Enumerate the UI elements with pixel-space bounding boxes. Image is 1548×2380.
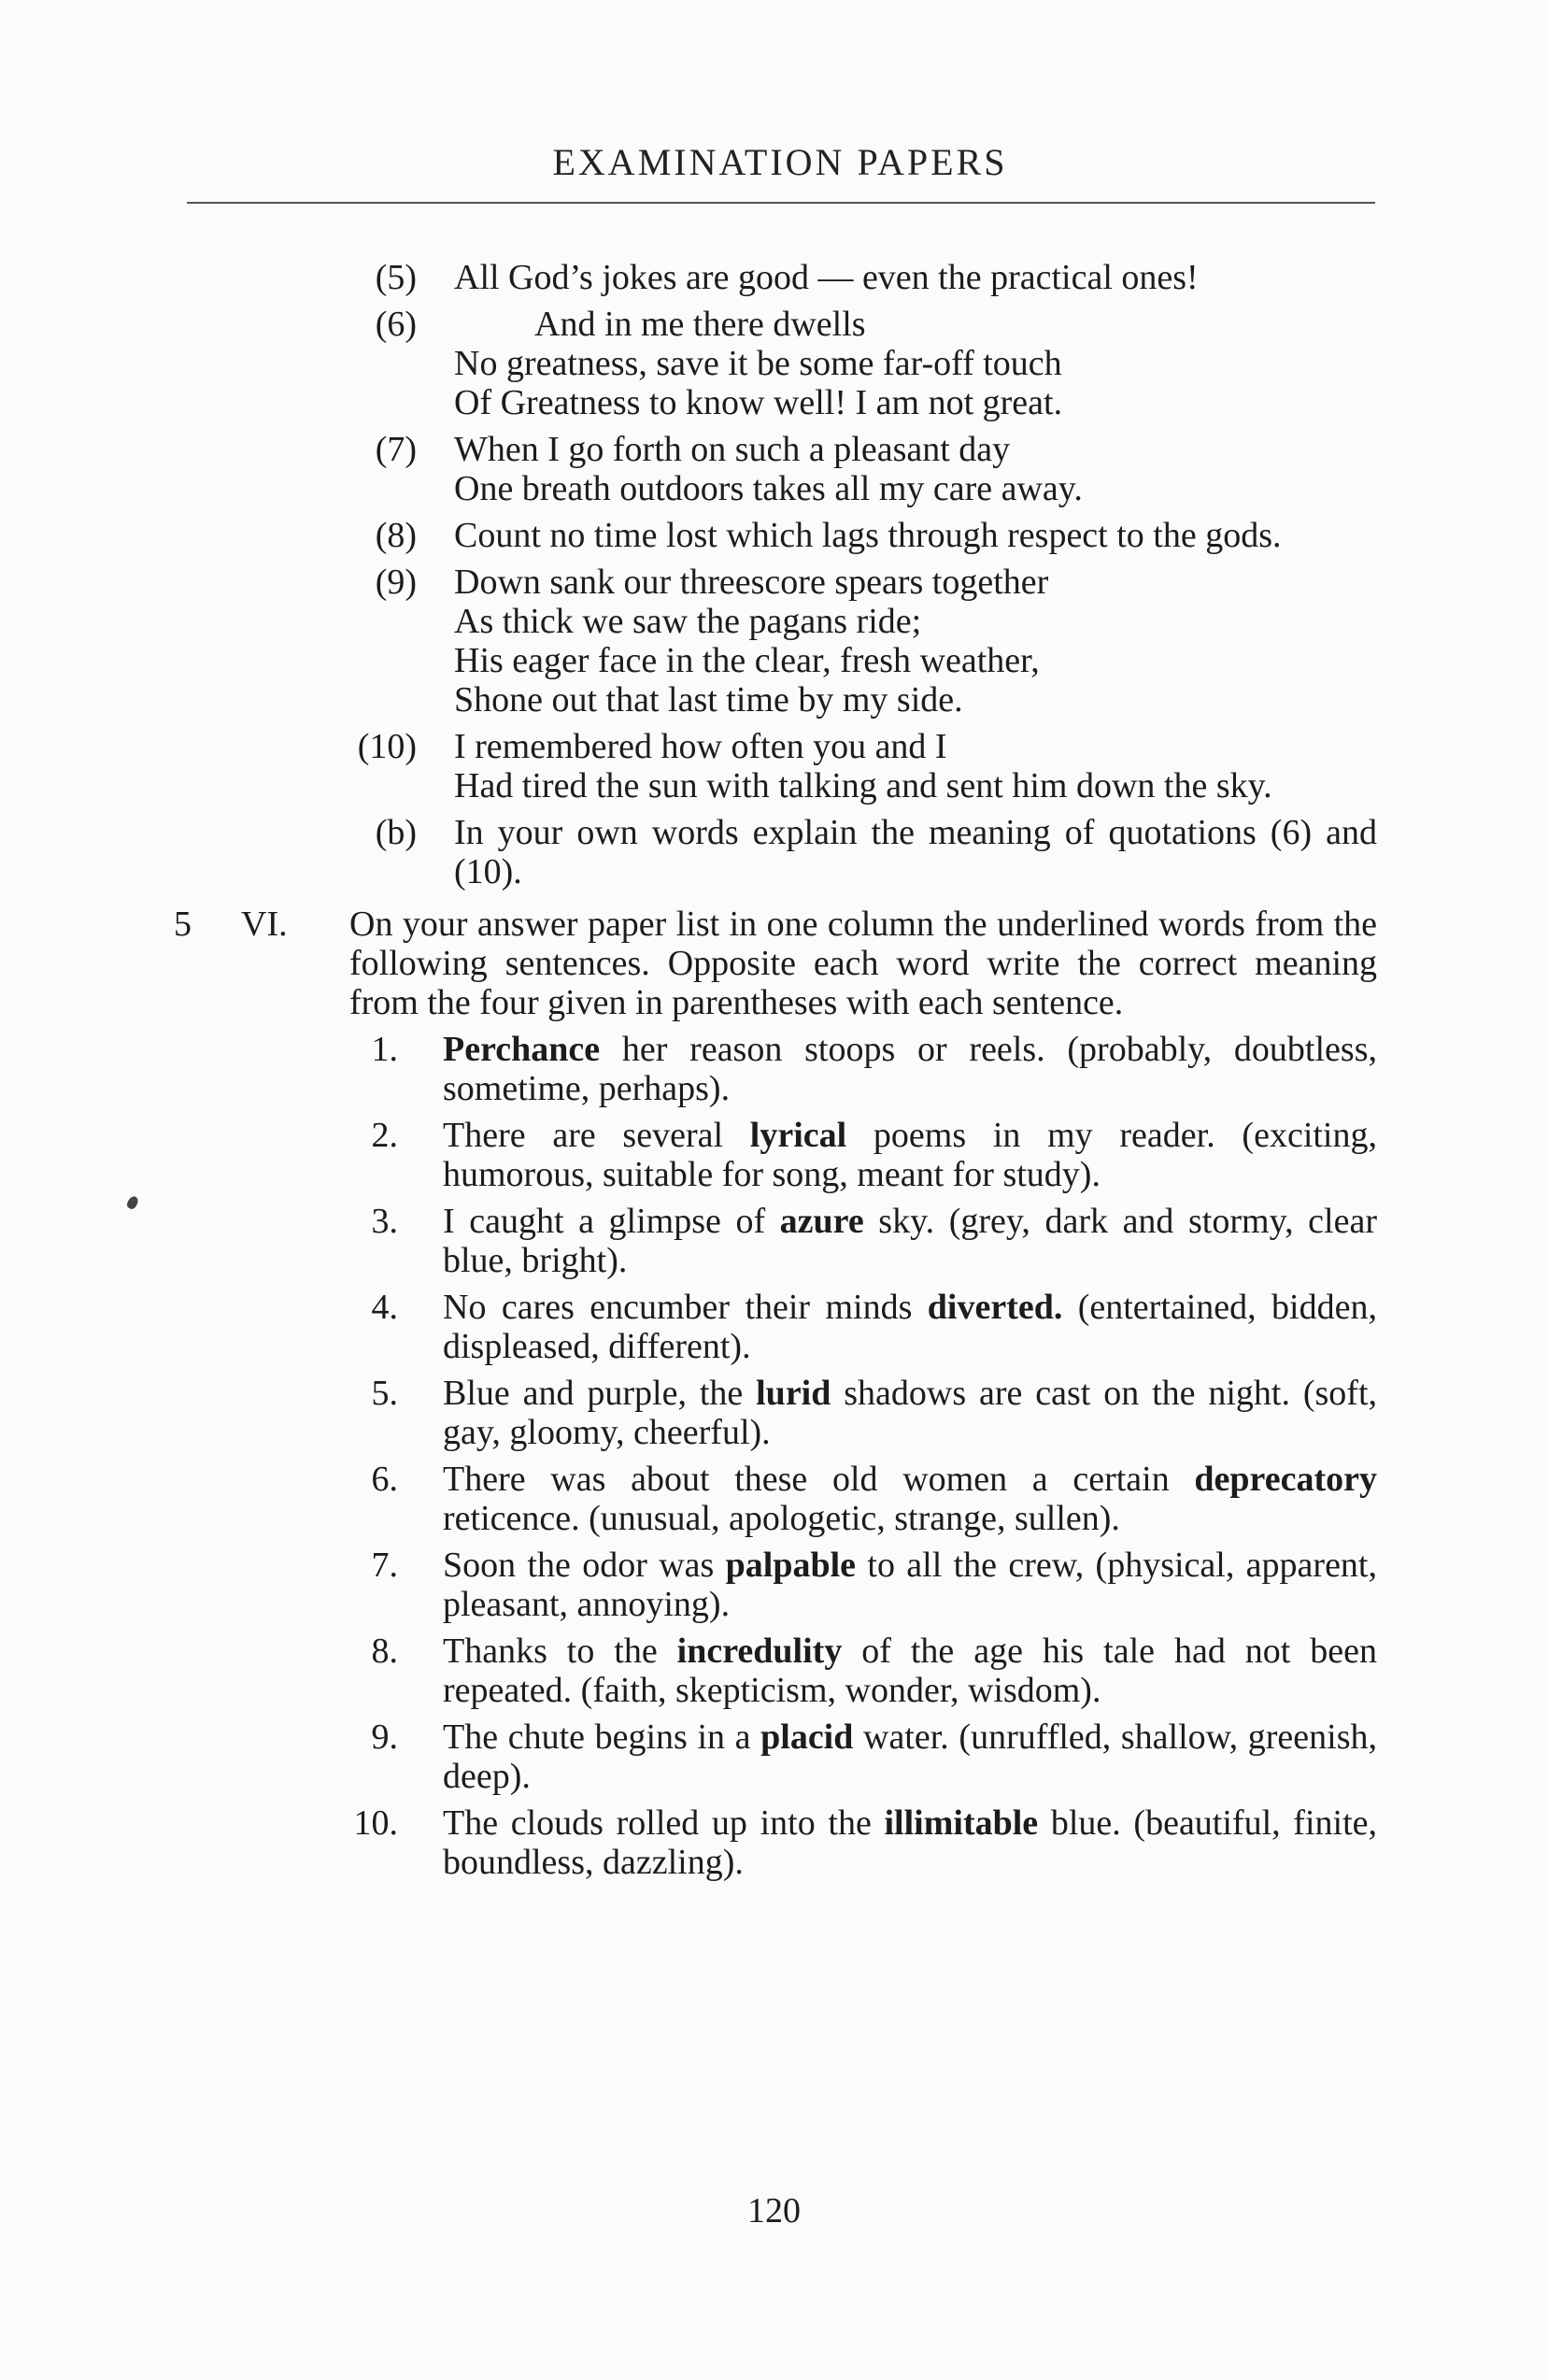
item-number: 8. [371, 1632, 398, 1671]
item-text: There are several [443, 1116, 750, 1155]
item-text: Blue and purple, the [443, 1374, 757, 1413]
quotation-line: When I go forth on such a pleasant day [454, 430, 1011, 469]
item-word: deprecatory [1194, 1460, 1377, 1499]
item-text: of the age his tale had not been repeated. (faith, skepticism, wonder, wisdom). [443, 1632, 1377, 1710]
item-text: her reason stoops or reels. (probably, doubtless, sometime, perhaps). [443, 1030, 1377, 1108]
item-number: 6. [371, 1460, 398, 1499]
item-text: to all the crew, (physical, apparent, pleasant, annoying). [443, 1546, 1377, 1624]
item-number: 7. [371, 1546, 398, 1585]
quotation-line: Of Greatness to know well! I am not great. [454, 383, 1063, 422]
item-word: placid [760, 1717, 854, 1757]
header-rule [187, 202, 1375, 204]
section-instruction: On your answer paper list in one column the underlined words from the following sentences. Opposite each word write the correct meaning from the four given in parentheses with each sentence. [349, 905, 1377, 1022]
quotation-line: Shone out that last time by my side. [454, 680, 963, 720]
quotation-line: One breath outdoors takes all my care away. [454, 469, 1083, 508]
item-word: palpable [725, 1546, 857, 1585]
quotation-line: Count no time lost which lags through respect to the gods. [454, 516, 1282, 555]
item-text: There was about these old women a certain [443, 1460, 1195, 1499]
list-item [371, 1460, 1377, 1538]
section-number: VI. [241, 905, 288, 944]
quotation-line: Down sank our threescore spears together [454, 563, 1049, 602]
list-item [371, 1288, 1377, 1366]
quotation-7 [375, 430, 1377, 508]
item-word: illimitable [884, 1803, 1039, 1843]
item-text: No cares encumber their minds [443, 1288, 928, 1327]
quotation-number: (b) [375, 813, 417, 852]
list-item [371, 1717, 1377, 1796]
question-text: In your own words explain the meaning of quotations (6) and (10). [454, 813, 1377, 891]
quotation-number: (7) [375, 430, 417, 469]
list-item [371, 1116, 1377, 1194]
item-text: reticence. (unusual, apologetic, strange, sullen). [443, 1499, 1120, 1538]
item-number: 1. [371, 1030, 398, 1069]
item-text: I caught a glimpse of [443, 1202, 780, 1241]
list-item [371, 1202, 1377, 1280]
item-text: Soon the odor was [443, 1546, 726, 1585]
item-text: blue. (beautiful, finite, boundless, dazzling). [443, 1803, 1377, 1882]
item-number: 3. [371, 1202, 398, 1241]
quotation-number: (5) [375, 258, 417, 297]
quotation-line: All God’s jokes are good — even the practical ones! [454, 258, 1199, 297]
quotation-number: (8) [375, 516, 417, 555]
quotation-8 [375, 516, 1377, 555]
item-text: Thanks to the [443, 1632, 677, 1671]
page-content [0, 258, 1548, 1889]
section-vi [174, 905, 1377, 1022]
item-word: lyrical [749, 1116, 847, 1155]
item-text: The chute begins in a [443, 1717, 761, 1757]
item-number: 4. [371, 1288, 398, 1327]
quotation-number: (10) [357, 727, 417, 766]
section-marks: 5 [174, 905, 192, 944]
list-item [371, 1030, 1377, 1108]
quotation-number: (6) [375, 305, 417, 344]
quotation-10 [357, 727, 1377, 805]
item-text: water. (unruffled, shallow, greenish, deep). [443, 1717, 1377, 1796]
item-text: shadows are cast on the night. (soft, gay, gloomy, cheerful). [443, 1374, 1378, 1452]
quotation-line: I remembered how often you and I [454, 727, 947, 766]
quotation-line: No greatness, save it be some far-off touch [454, 344, 1062, 383]
quotation-line: And in me there dwells [534, 305, 866, 344]
item-text: The clouds rolled up into the [443, 1803, 885, 1843]
item-word: Perchance [443, 1030, 601, 1069]
item-number: 2. [371, 1116, 398, 1155]
quotation-line: Had tired the sun with talking and sent him down the sky. [454, 766, 1272, 805]
item-text: poems in my reader. (exciting, humorous, suitable for song, meant for study). [443, 1116, 1377, 1194]
list-item [353, 1803, 1377, 1882]
vocabulary-list [0, 1030, 1548, 1882]
quotation-5 [375, 258, 1377, 297]
item-text: (entertained, bidden, displeased, different). [443, 1288, 1377, 1366]
quotation-line: His eager face in the clear, fresh weather, [454, 641, 1040, 680]
question-b [375, 813, 1377, 891]
list-item [371, 1632, 1377, 1710]
quotation-line: As thick we saw the pagans ride; [454, 602, 922, 641]
page-number: 120 [747, 2191, 801, 2230]
item-word: incredulity [676, 1632, 843, 1671]
list-item [371, 1374, 1378, 1452]
quotation-9 [375, 563, 1377, 720]
item-word: azure [779, 1202, 864, 1241]
item-text: sky. (grey, dark and stormy, clear blue, bright). [443, 1202, 1377, 1280]
item-number: 10. [353, 1803, 398, 1843]
quotation-6 [375, 305, 1377, 422]
page-header: EXAMINATION PAPERS [552, 141, 1008, 183]
quotation-number: (9) [375, 563, 417, 602]
item-number: 9. [371, 1717, 398, 1757]
list-item [371, 1546, 1377, 1624]
item-number: 5. [371, 1374, 398, 1413]
item-word: lurid [756, 1374, 831, 1413]
item-word: diverted. [927, 1288, 1063, 1327]
